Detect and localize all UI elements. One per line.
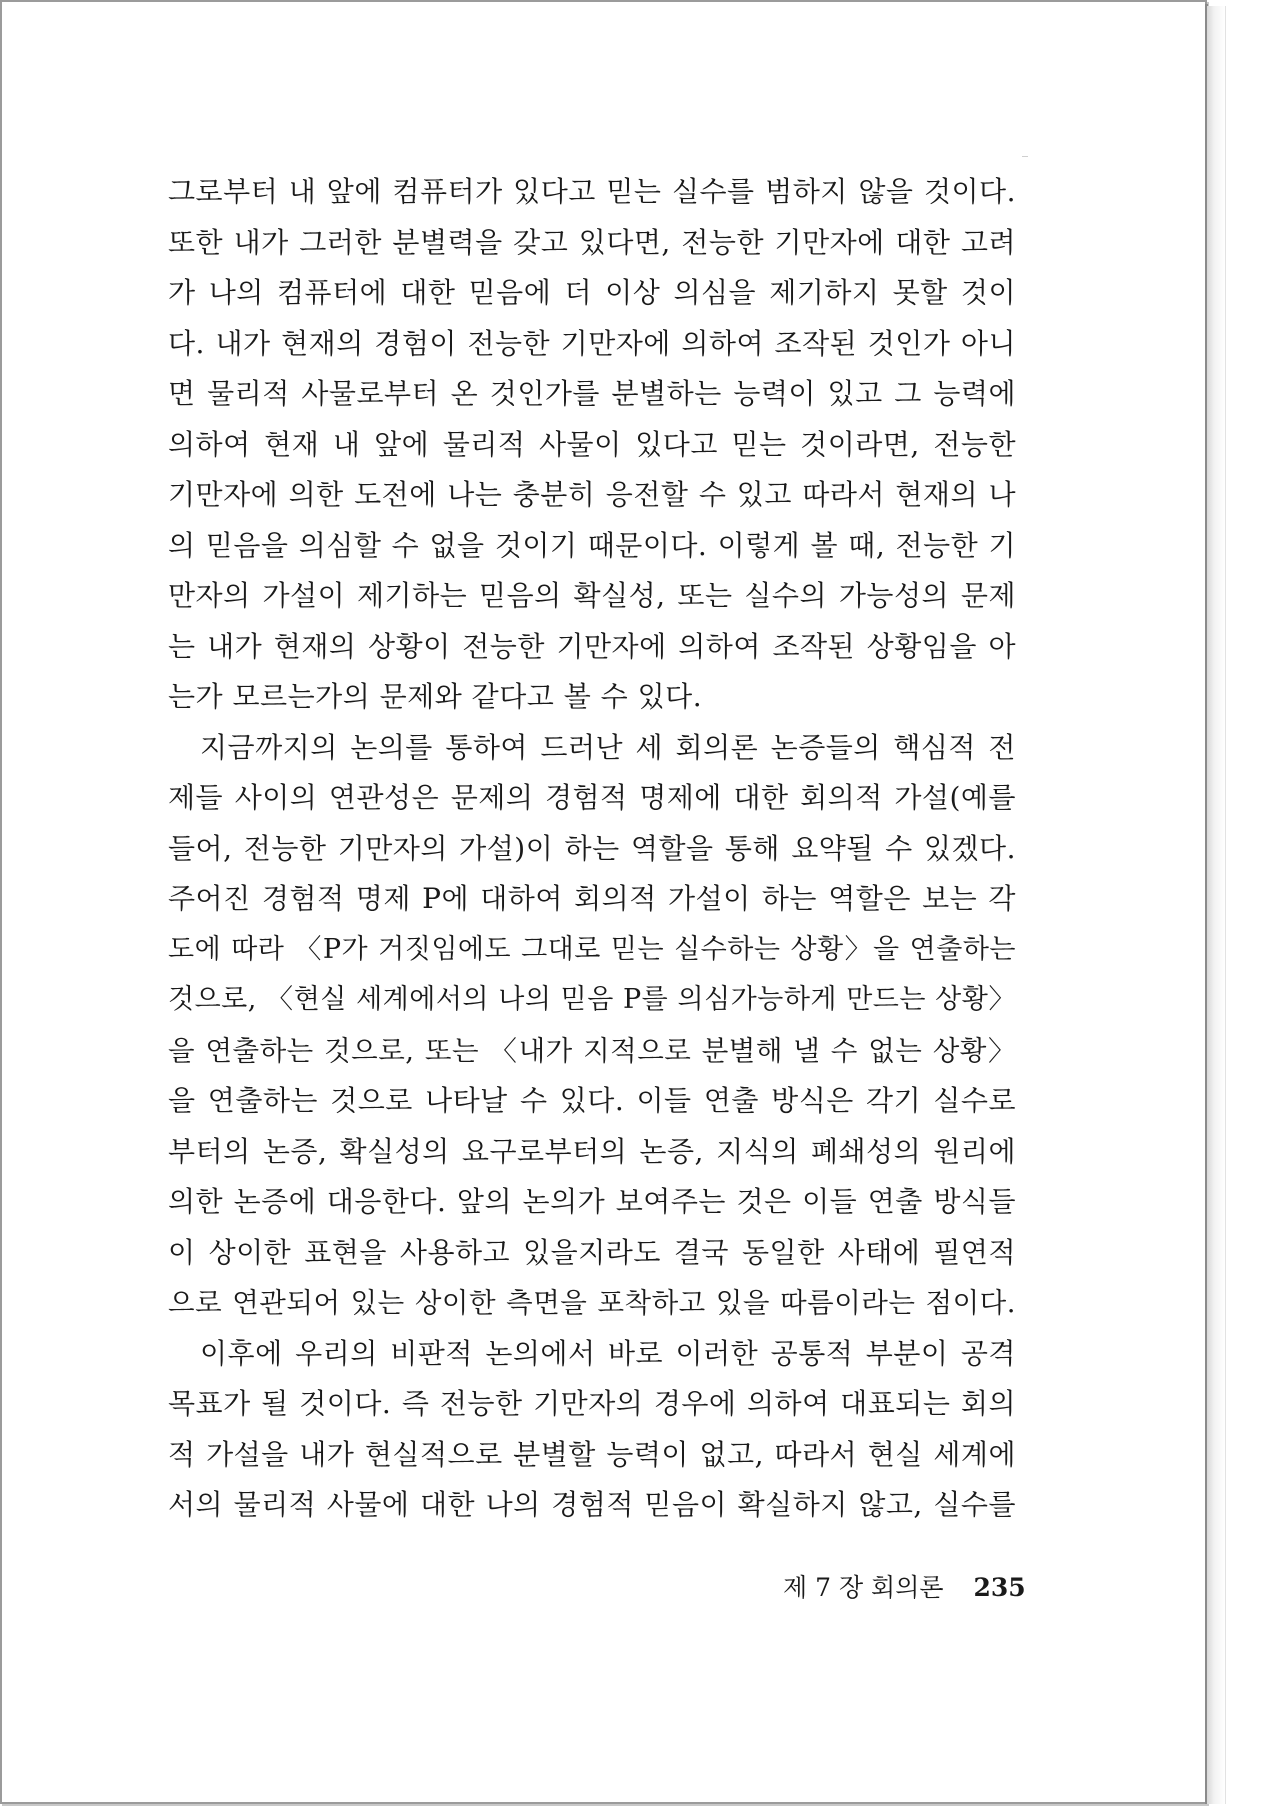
text-line: 또한 내가 그러한 분별력을 갖고 있다면, 전능한 기만자에 대한 고려 — [168, 225, 1016, 259]
running-footer-chapter: 제 7 장 회의론 — [783, 1573, 944, 1602]
text-line: 서의 물리적 사물에 대한 나의 경험적 믿음이 확실하지 않고, 실수를 — [168, 1488, 1016, 1521]
text-line: 으로 연관되어 있는 상이한 측면을 포착하고 있을 따름이라는 점이다. — [168, 1287, 1016, 1319]
text-line: 는 내가 현재의 상황이 전능한 기만자에 의하여 조작된 상황임을 아 — [168, 629, 1016, 663]
text-line: 적 가설을 내가 현실적으로 분별할 능력이 없고, 따라서 현실 세계에 — [168, 1437, 1016, 1471]
text-line: 이후에 우리의 비판적 논의에서 바로 이러한 공통적 부분이 공격 — [200, 1336, 1016, 1370]
text-line: 의한 논증에 대응한다. 앞의 논의가 보여주는 것은 이들 연출 방식들 — [168, 1185, 1016, 1218]
text-line: 을 연출하는 것으로, 또는 〈내가 지적으로 분별해 낼 수 없는 상황〉 — [168, 1034, 1016, 1067]
body-text — [168, 167, 1016, 1531]
text-line: 기만자에 의한 도전에 나는 충분히 응전할 수 있고 따라서 현재의 나 — [168, 478, 1016, 511]
text-line: 부터의 논증, 확실성의 요구로부터의 논증, 지식의 폐쇄성의 원리에 — [168, 1134, 1016, 1168]
text-line: 주어진 경험적 명제 P에 대하여 회의적 가설이 하는 역할은 보는 각 — [168, 882, 1016, 915]
text-line: 도에 따라 〈P가 거짓임에도 그대로 믿는 실수하는 상황〉을 연출하는 — [168, 933, 1016, 965]
text-line: 제들 사이의 연관성은 문제의 경험적 명제에 대한 회의적 가설(예를 — [168, 781, 1016, 814]
page-footer — [783, 1568, 1026, 1604]
page-number: 235 — [973, 1573, 1026, 1602]
text-line: 을 연출하는 것으로 나타날 수 있다. 이들 연출 방식은 각기 실수로 — [168, 1084, 1016, 1117]
text-line: 가 나의 컴퓨터에 대한 믿음에 더 이상 의심을 제기하지 못할 것이 — [168, 276, 1016, 309]
text-line: 다. 내가 현재의 경험이 전능한 기만자에 의하여 조작된 것인가 아니 — [168, 326, 1016, 360]
text-line: 의 믿음을 의심할 수 없을 것이기 때문이다. 이렇게 볼 때, 전능한 기 — [168, 528, 1016, 562]
text-line: 들어, 전능한 기만자의 가설)이 하는 역할을 통해 요약될 수 있겠다. — [168, 831, 1016, 865]
text-line: 는가 모르는가의 문제와 같다고 볼 수 있다. — [168, 680, 703, 713]
text-line: 의하여 현재 내 앞에 물리적 사물이 있다고 믿는 것이라면, 전능한 — [168, 427, 1016, 461]
text-line: 면 물리적 사물로부터 온 것인가를 분별하는 능력이 있고 그 능력에 — [168, 377, 1016, 410]
text-line: 지금까지의 논의를 통하여 드러난 세 회의론 논증들의 핵심적 전 — [200, 730, 1016, 764]
text-line: 목표가 될 것이다. 즉 전능한 기만자의 경우에 의하여 대표되는 회의 — [168, 1387, 1016, 1420]
text-line: 이 상이한 표현을 사용하고 있을지라도 결국 동일한 사태에 필연적 — [168, 1235, 1016, 1269]
scan-mark — [1022, 156, 1028, 157]
text-line: 그로부터 내 앞에 컴퓨터가 있다고 믿는 실수를 범하지 않을 것이다. — [168, 175, 1016, 208]
text-line: 만자의 가설이 제기하는 믿음의 확실성, 또는 실수의 가능성의 문제 — [168, 579, 1016, 612]
text-line: 것으로, 〈현실 세계에서의 나의 믿음 P를 의심가능하게 만드는 상황〉 — [168, 984, 1016, 1015]
page-edge-shadow — [1207, 6, 1226, 1804]
